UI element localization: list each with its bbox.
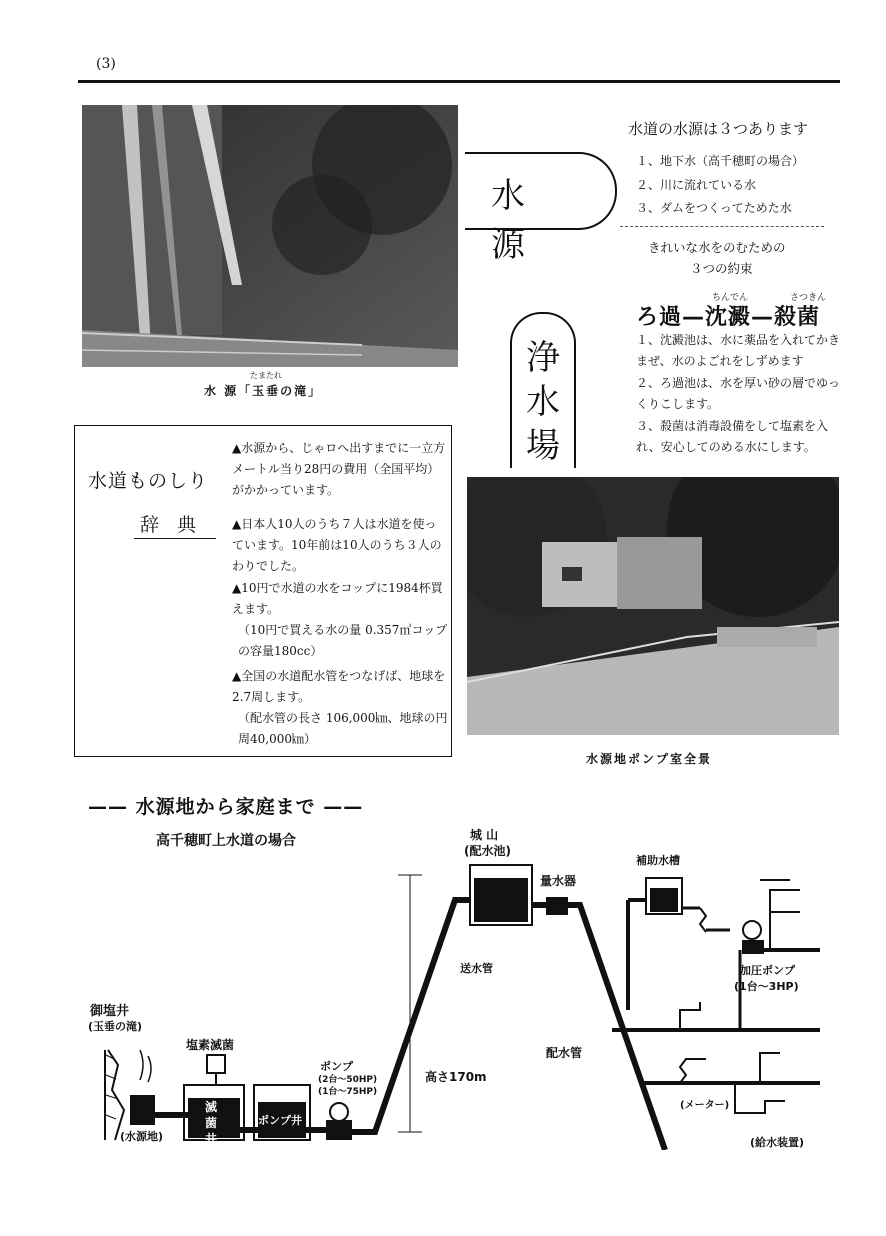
purification-tab-char: 浄 xyxy=(526,338,560,378)
waterfall-caption: 水 源「玉垂の滝」 xyxy=(204,384,323,398)
label-supply: (給水装置) xyxy=(750,1136,805,1149)
page-number: (3) xyxy=(96,56,116,72)
water-source-item: １、地下水（高千穂町の場合） xyxy=(636,154,805,168)
purification-tab-char: 水 xyxy=(526,382,560,422)
label-tank-3: 井 xyxy=(205,1132,218,1146)
promise-line2: ３つの約束 xyxy=(690,261,753,276)
dictionary-paragraph: ▲水源から、じゃロへ出すまでに一立方メートル当り28円の費用（全国平均）がかかっています。 xyxy=(232,441,446,497)
water-source-item: ３、ダムをつくってためた水 xyxy=(636,201,792,215)
purification-tab-char: 場 xyxy=(526,426,560,466)
water-source-title: 水道の水源は３つあります xyxy=(628,120,809,138)
waterfall-caption-ruby: たまたれ xyxy=(250,371,282,380)
ruby-chinden: ちんでん xyxy=(712,293,749,303)
label-tank-2: 菌 xyxy=(205,1116,218,1130)
label-tank-1: 滅 xyxy=(205,1100,218,1114)
label-chlorine: 塩素滅菌 xyxy=(186,1038,235,1052)
label-pump: ポンプ xyxy=(320,1060,353,1073)
label-source-sub: (玉垂の滝) xyxy=(88,1020,143,1033)
water-source-item: ２、川に流れている水 xyxy=(636,178,757,192)
dictionary-paragraph: ▲全国の水道配水管をつなげば、地球を2.7周します。 xyxy=(232,669,446,704)
dictionary-paragraph: （10円で買える水の量 0.357㎥コップの容量180cc） xyxy=(238,623,448,658)
label-booster-spec: (1台～3HP) xyxy=(734,980,799,993)
process-heading: ろ過—沈澱—殺菌 xyxy=(636,305,821,330)
dictionary-paragraph: ▲日本人10人のうち７人は水道を使っています。10年前は10人のうち３人のわりでした。 xyxy=(232,517,442,573)
label-booster: 加圧ポンプ xyxy=(740,964,795,977)
ruby-sakkin: さつきん xyxy=(790,293,827,303)
label-pump-spec1: (2台～50HP) xyxy=(318,1075,378,1085)
label-aux-tank: 補助水槽 xyxy=(636,854,680,867)
promise-line1: きれいな水をのむための xyxy=(648,240,786,255)
label-pump-spec2: (1台～75HP) xyxy=(318,1087,378,1097)
process-item: １、沈澱池は、水に薬品を入れてかきまぜ、水のよごれをしずめます xyxy=(636,333,841,368)
purification-tab xyxy=(510,312,576,468)
waterfall-photo xyxy=(82,105,458,367)
dictionary-underline xyxy=(134,538,216,539)
label-meter: (メーター) xyxy=(680,1100,730,1111)
dashed-divider xyxy=(620,226,824,227)
water-source-tab-label: 水 源 xyxy=(491,176,543,265)
label-meter-main: 量水器 xyxy=(540,874,577,888)
water-source-tab xyxy=(465,152,617,265)
label-source-box: (水源地) xyxy=(120,1130,164,1143)
header-rule xyxy=(78,80,840,83)
label-height: 高さ170m xyxy=(425,1070,487,1084)
process-item: ３、殺菌は消毒設備をして塩素を入れ、安心してのめる水にします。 xyxy=(636,419,829,454)
label-source-name: 御塩井 xyxy=(90,1004,130,1019)
label-distribution: 配水管 xyxy=(546,1046,583,1060)
pump-house-caption: 水源地ポンプ室全景 xyxy=(586,752,713,766)
label-reservoir: (配水池) xyxy=(464,844,511,858)
pump-house-photo xyxy=(467,477,839,735)
label-castle: 城 山 xyxy=(470,828,499,842)
dictionary-title: 水道ものしり xyxy=(88,470,209,492)
diagram-subtitle: 高千穂町上水道の場合 xyxy=(156,833,296,849)
water-flow-diagram xyxy=(0,850,886,1150)
dictionary-title-2: 辞典 xyxy=(140,514,215,536)
process-item: ２、ろ過池は、水を厚い砂の層でゆっくりこします。 xyxy=(636,376,840,411)
label-rising-pipe: 送水管 xyxy=(460,962,493,975)
dictionary-paragraph: ▲10円で水道の水をコップに1984杯買えます。 xyxy=(232,581,443,616)
dictionary-paragraph: （配水管の長さ 106,000㎞、地球の円周40,000㎞） xyxy=(238,711,448,746)
diagram-title: —— 水源地から家庭まで —— xyxy=(88,796,364,818)
label-pump-well: ポンプ井 xyxy=(258,1114,302,1127)
